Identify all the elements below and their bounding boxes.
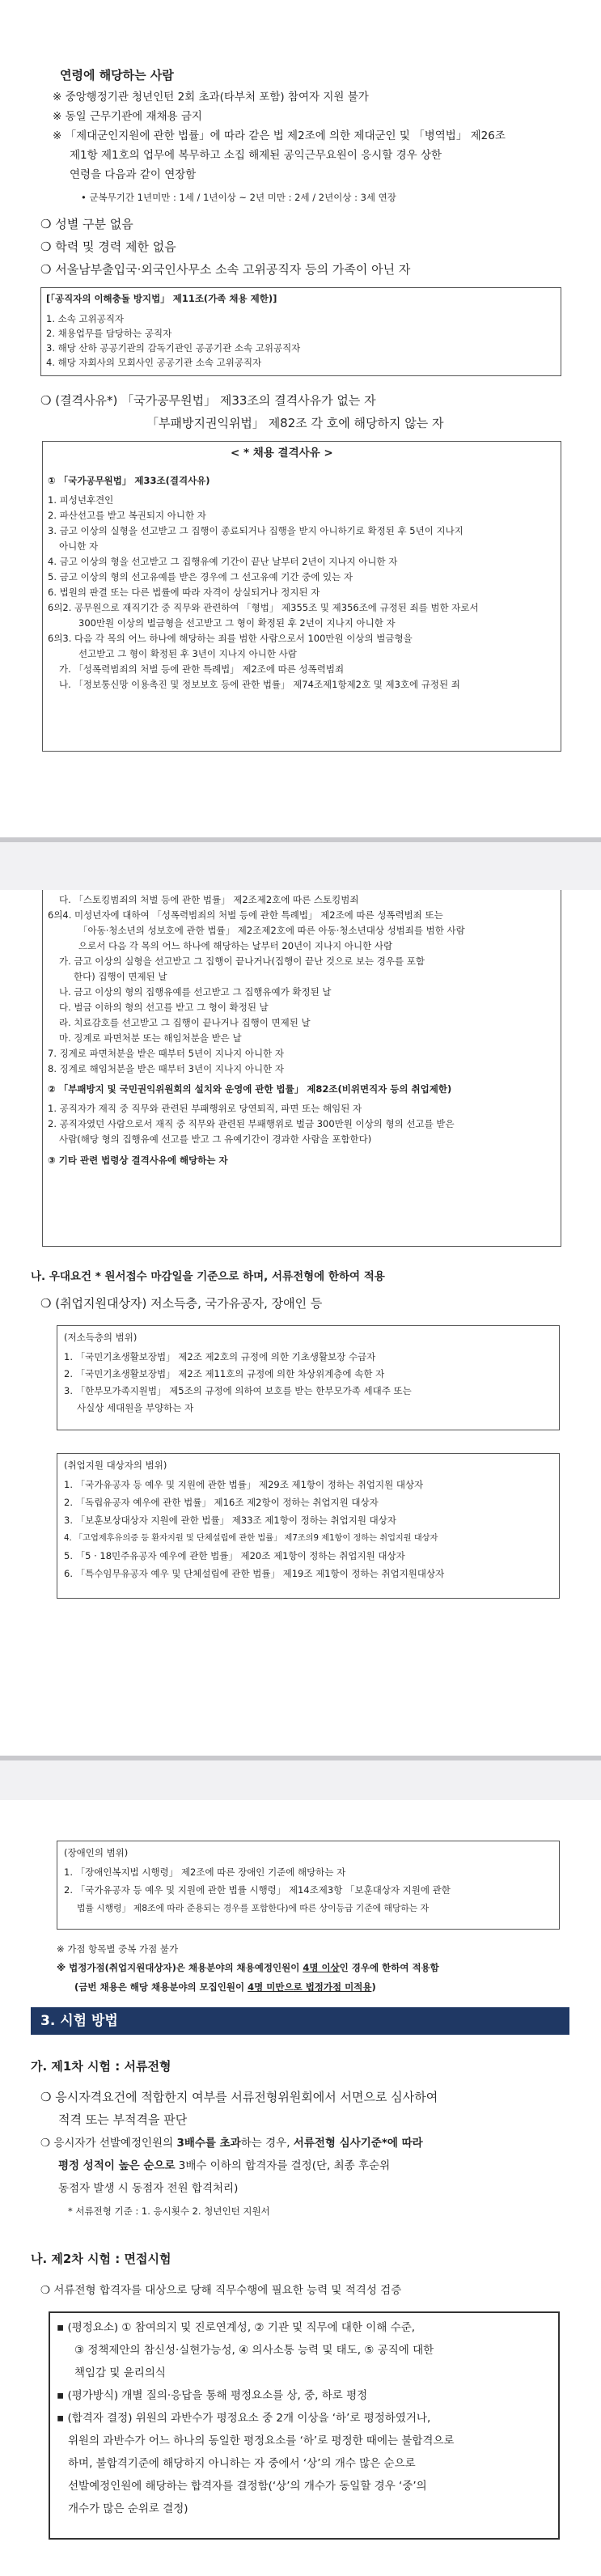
- disq-item: 다. 「스토킹범죄의 처벌 등에 관한 법률」 제2조제2호에 따른 스토킹범죄: [59, 894, 359, 905]
- disq-sub1: ① 「국가공무원법」 제33조(결격사유): [48, 475, 210, 486]
- preference-line-label: ❍ (취업지원대상자): [40, 1296, 147, 1311]
- eval-line: 개수가 많은 순위로 결정): [68, 2502, 188, 2515]
- veteran-item: 5. 「5 · 18민주유공자 예우에 관한 법률」 제20조 제1항이 정하는 취업지원 대상자: [64, 1550, 405, 1561]
- disq-item: 한다) 집행이 면제된 날: [74, 971, 167, 982]
- disqualification-box-cont: [42, 890, 561, 1247]
- disq-item: 5. 금고 이상의 형의 선고유예를 받은 경우에 그 선고유예 기간 중에 있는 자: [48, 571, 353, 583]
- disability-item: 1. 「장애인복지법 시행령」 제2조에 따른 장애인 기준에 해당하는 자: [64, 1866, 346, 1878]
- bonus-note: ※ 가점 항목별 중복 가점 불가: [57, 1943, 179, 1955]
- evaluation-box: [49, 2311, 560, 2540]
- disability-item: 법률 시행령」 제8조에 따라 준용되는 경우를 포함한다)에 따른 상이등급 기준에 해당하는 자: [77, 1903, 430, 1913]
- conflict-box-title: [「공직자의 이해충돌 방지법」 제11조(가족 채용 제한)]: [46, 293, 277, 304]
- veteran-item: 4. 「고엽제후유의증 등 환자지원 및 단체설립에 관한 법률」 제7조의9 제1항이 정하는 취업지원 대상자: [64, 1534, 438, 1543]
- disq-intro-1: ❍ (결격사유*) 「국가공무원법」 제33조의 결격사유가 없는 자: [40, 393, 376, 408]
- disq-item: 다. 벌금 이하의 형의 선고를 받고 그 형이 확정된 날: [59, 1002, 269, 1013]
- page-gap: [0, 837, 601, 890]
- conflict-item: 3. 해당 산하 공공기관의 감독기관인 공공기관 소속 고위공직자: [46, 342, 301, 354]
- disq-item: 아니한 자: [59, 540, 99, 552]
- disq-item: 6. 법원의 판결 또는 다른 법률에 따라 자격이 상실되거나 정지된 자: [48, 587, 320, 598]
- disq-item: 8. 징계로 해임처분을 받은 때부터 3년이 지나지 아니한 자: [48, 1063, 284, 1074]
- low-income-item: 2. 「국민기초생활보장법」 제2조 제11호의 규정에 의한 차상위계층에 속한 자: [64, 1368, 385, 1379]
- first-exam-line-f: 3배수 이하의 합격자를 결정(단, 최종 후순위: [175, 2159, 391, 2172]
- eval-line: ③ 정책제안의 참신성·실현가능성, ④ 의사소통 능력 및 태도, ⑤ 공직에 대한: [74, 2344, 434, 2357]
- disq-sub3: ③ 기타 관련 법령상 결격사유에 해당하는 자: [48, 1155, 228, 1166]
- eval-line: 위원의 과반수가 어느 하나의 동일한 평정요소를 ‘하’로 평정한 때에는 불합격으로: [68, 2434, 455, 2447]
- preference-line: [40, 1294, 322, 1312]
- disq-item: 6의3. 다음 각 목의 어느 하나에 해당하는 죄를 범한 사람으로서 100만원 이상의 벌금형을: [48, 633, 413, 644]
- disq-header: < * 채용 결격사유 >: [231, 447, 333, 460]
- note-veteran-2: 제1항 제1호의 업무에 복무하고 소집 해제된 공익근무요원이 응시할 경우 상한: [70, 149, 442, 162]
- first-exam-line-d: 서류전형 심사기준*에 따라: [293, 2137, 423, 2150]
- legal-bonus-note-a: ※ 법정가점(취업지원대상자)은 채용분야의 채용예정인원이: [57, 1962, 303, 1973]
- second-exam-heading: 나. 제2차 시험 : 면접시험: [31, 2252, 171, 2266]
- veteran-item: 2. 「독립유공자 예우에 관한 법률」 제16조 제2항이 정하는 취업지원 대상자: [64, 1497, 379, 1508]
- conflict-item: 4. 해당 자회사의 모회사인 공공기관 소속 고위공직자: [46, 357, 262, 368]
- disq-item: 7. 징계로 파면처분을 받은 때부터 5년이 지나지 아니한 자: [48, 1048, 284, 1059]
- disq-sub2-item: 2. 공직자였던 사람으로서 재직 중 직무와 관련된 부패행위로 벌금 300만원 이상의 형의 선고를 받은: [48, 1118, 455, 1129]
- section-title: 3. 시험 방법: [40, 2013, 118, 2029]
- veteran-item: 1. 「국가유공자 등 예우 및 지원에 관한 법률」 제29조 제1항이 정하는 취업지원 대상자: [64, 1479, 424, 1490]
- age-line-end: 연령에 해당하는 사람: [60, 68, 174, 83]
- note-veteran-3: 연령을 다음과 같이 연장함: [70, 168, 197, 181]
- gender-line: ❍ 성별 구분 없음: [40, 217, 133, 231]
- disq-item: 「아동·청소년의 성보호에 관한 법률」 제2조제2호에 따른 아동·청소년대상 성범죄를 범한 사람: [78, 925, 465, 936]
- disq-item: 6의2. 공무원으로 재직기간 중 직무와 관련하여 「형법」 제355조 및 제356조에 규정된 죄를 범한 자로서: [48, 602, 479, 613]
- disq-item: 으로서 다음 각 목의 어느 하나에 해당하는 날부터 20년이 지나지 아니한 사람: [78, 940, 393, 951]
- first-exam-line-c: 하는 경우,: [240, 2137, 294, 2150]
- conflict-item: 1. 소속 고위공직자: [46, 313, 125, 324]
- disability-title: (장애인의 범위): [64, 1847, 129, 1858]
- first-exam-line: 적격 또는 부적격을 판단: [58, 2112, 188, 2127]
- education-line: ❍ 학력 및 경력 제한 없음: [40, 239, 176, 254]
- legal-bonus-note-2: [74, 1981, 376, 1994]
- veteran-box: [57, 1453, 560, 1599]
- disq-intro-2: 「부패방지권익위법」 제82조 각 호에 해당하지 않는 자: [146, 416, 444, 430]
- document-page-3: [0, 1800, 601, 2576]
- note-veteran-1: ※ 「제대군인지원에 관한 법률」에 따라 같은 법 제2조에 의한 제대군인 및 「병역법」 제26조: [53, 129, 506, 142]
- disq-item: 3. 금고 이상의 실형을 선고받고 그 집행이 종료되거나 집행을 받지 아니하기로 확정된 후 5년이 지나지: [48, 525, 463, 536]
- disq-item: 6의4. 미성년자에 대하여 「성폭력범죄의 처벌 등에 관한 특례법」 제2조에 따른 성폭력범죄 또는: [48, 909, 443, 921]
- disq-sub2-item: 사람(해당 형의 집행유예 선고를 받고 그 유예기간이 경과한 사람을 포함한다): [59, 1133, 372, 1145]
- disq-item: 1. 피성년후견인: [48, 494, 114, 506]
- veteran-item: 3. 「보훈보상대상자 지원에 관한 법률」 제33조 제1항이 정하는 취업지원 대상자: [64, 1515, 396, 1526]
- low-income-item: 사실상 세대원을 부양하는 자: [77, 1402, 194, 1413]
- veteran-title: (취업지원 대상자의 범위): [64, 1460, 167, 1471]
- disq-item: 가. 금고 이상의 실형을 선고받고 그 집행이 끝나거나(집행이 끝난 것으로 보는 경우를 포함: [59, 955, 425, 967]
- disq-item: 가. 「성폭력범죄의 처벌 등에 관한 특례법」 제2조에 따른 성폭력범죄: [59, 663, 345, 675]
- first-exam-line: 동점자 발생 시 동점자 전원 합격처리): [58, 2182, 239, 2195]
- disability-box: [57, 1841, 560, 1930]
- first-exam-heading: 가. 제1차 시험 : 서류전형: [31, 2059, 171, 2074]
- disq-sub2-item: 1. 공직자가 재직 중 직무와 관련된 부패행위로 당연퇴직, 파면 또는 해임된 자: [48, 1103, 362, 1114]
- disq-item: 나. 금고 이상의 형의 집행유예를 선고받고 그 집행유예가 확정된 날: [59, 986, 332, 998]
- first-exam-line: ❍ 응시자격요건에 적합한지 여부를 서류전형위원회에서 서면으로 심사하여: [40, 2090, 438, 2104]
- first-exam-line: [40, 2135, 423, 2151]
- low-income-title: (저소득층의 범위): [64, 1332, 138, 1343]
- disq-item: 4. 금고 이상의 형을 선고받고 그 집행유예 기간이 끝난 날부터 2년이 지나지 아니한 자: [48, 556, 398, 567]
- disq-item: 라. 치료감호를 선고받고 그 집행이 끝나거나 집행이 면제된 날: [59, 1017, 311, 1028]
- legal-bonus-note-b: 4명 이상: [303, 1962, 340, 1973]
- eval-line: ▪ (평정요소) ① 참여의지 및 진로연계성, ② 기관 및 직무에 대한 이해 수준,: [57, 2321, 416, 2334]
- disq-item: 마. 징계로 파면처분 또는 해임처분을 받은 날: [59, 1032, 242, 1044]
- conflict-box: [40, 287, 561, 376]
- document-criteria: * 서류전형 기준 : 1. 응시횟수 2. 청년인턴 지원서: [68, 2205, 270, 2217]
- legal-bonus-note-c: 인 경우에 한하여 적용함: [339, 1962, 439, 1973]
- conflict-item: 2. 채용업무를 담당하는 공직자: [46, 328, 172, 339]
- family-line: ❍ 서울남부출입국·외국인사무소 소속 고위공직자 등의 가족이 아닌 자: [40, 262, 411, 277]
- low-income-item: 1. 「국민기초생활보장법」 제2조 제2호의 규정에 의한 기초생활보장 수급자: [64, 1351, 376, 1362]
- disq-item: 선고받고 그 형이 확정된 후 3년이 지나지 아니한 사람: [78, 648, 297, 659]
- first-exam-line-b: 3배수를 초과: [176, 2137, 241, 2150]
- eval-line: ▪ (합격자 결정) 위원의 과반수가 평정요소 중 2개 이상을 ‘하’로 평정하였거나,: [57, 2412, 431, 2425]
- legal-bonus-note-2b: 4명 미만으로 법정가점 미적용: [248, 1981, 372, 1993]
- disq-item: 나. 「정보통신망 이용촉진 및 정보보호 등에 관한 법률」 제74조제1항제2호 및 제3호에 규정된 죄: [59, 679, 460, 690]
- note-intern-limit: ※ 중앙행정기관 청년인턴 2회 초과(타부처 포함) 참여자 지원 불가: [53, 91, 369, 104]
- legal-bonus-note-2c: ): [371, 1981, 376, 1993]
- eval-line: 하며, 불합격기준에 해당하지 아니하는 자 중에서 ‘상’의 개수 많은 순으로: [68, 2457, 416, 2470]
- section-title-bar: [31, 2007, 569, 2035]
- eval-line: 선발예정인원에 해당하는 합격자를 결정함(‘상’의 개수가 동일할 경우 ‘중’의: [68, 2480, 427, 2493]
- first-exam-line-e: 평정 성적이 높은 순으로: [58, 2159, 176, 2172]
- page-gap: [0, 1756, 601, 1800]
- veteran-item: 6. 「특수임무유공자 예우 및 단체설립에 관한 법률」 제19조 제1항이 정하는 취업지원대상자: [64, 1568, 445, 1579]
- document-page-2: [0, 890, 601, 1756]
- low-income-item: 3. 「한부모가족지원법」 제5조의 규정에 의하여 보호를 받는 한부모가족 세대주 또는: [64, 1385, 412, 1396]
- military-extension: • 군복무기간 1년미만 : 1세 / 1년이상 ~ 2년 미만 : 2세 / 2년이상 : 3세 연장: [81, 192, 396, 203]
- document-page-1: [0, 0, 601, 837]
- second-exam-line: ❍ 서류전형 합격자를 대상으로 당해 직무수행에 필요한 능력 및 적격성 검증: [40, 2284, 402, 2297]
- first-exam-line: [58, 2158, 390, 2174]
- preference-line-value: 저소득층, 국가유공자, 장애인 등: [146, 1296, 323, 1311]
- disability-item: 2. 「국가유공자 등 예우 및 지원에 관한 법률 시행령」 제14조제3항 「보훈대상자 지원에 관한: [64, 1884, 451, 1896]
- disq-sub2: ② 「부패방지 및 국민권익위원회의 설치와 운영에 관한 법률」 제82조(비위면직자 등의 취업제한): [48, 1083, 452, 1095]
- eval-line: 책임감 및 윤리의식: [74, 2366, 166, 2379]
- legal-bonus-note-2a: (금번 채용은 해당 채용분야의 모집인원이: [74, 1981, 248, 1993]
- note-no-rehire: ※ 동일 근무기관에 재채용 금지: [53, 110, 202, 123]
- preference-heading: 나. 우대요건 * 원서접수 마감일을 기준으로 하며, 서류전형에 한하여 적용: [31, 1270, 385, 1283]
- disqualification-box: [42, 441, 561, 752]
- low-income-box: [57, 1325, 560, 1430]
- disq-item: 2. 파산선고를 받고 복권되지 아니한 자: [48, 510, 206, 521]
- first-exam-line-a: ❍ 응시자가 선발예정인원의: [40, 2137, 177, 2150]
- disq-item: 300만원 이상의 벌금형을 선고받고 그 형이 확정된 후 2년이 지나지 아니한 자: [78, 617, 396, 629]
- legal-bonus-note: [57, 1961, 439, 1975]
- eval-line: ▪ (평가방식) 개별 질의·응답을 통해 평정요소를 상, 중, 하로 평정: [57, 2389, 368, 2402]
